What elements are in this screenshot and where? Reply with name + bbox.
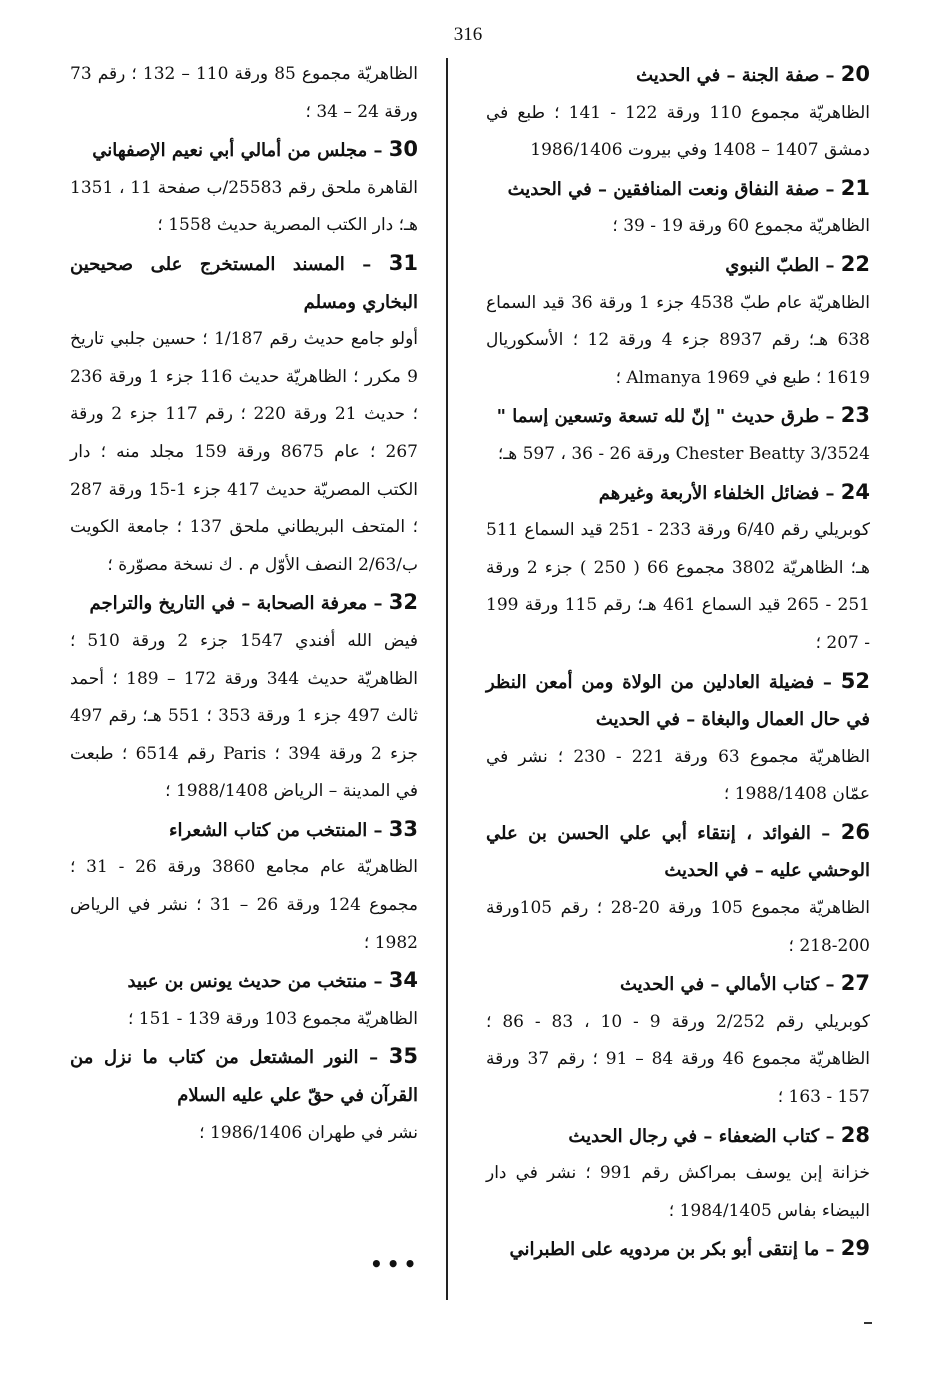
entry-body: الظاهريّة مجموع 60 ورقة 19 - 39 ؛ bbox=[612, 216, 870, 237]
catalog-entry bbox=[486, 663, 870, 814]
entry-number: 29 bbox=[840, 1236, 870, 1261]
entry-heading bbox=[486, 965, 870, 1004]
entry-body: نشر في طهران 1986/1406 ؛ bbox=[199, 1122, 418, 1143]
entry-body: كوبريلي رقم 2/252 ورقة 9 - 10 ، 83 - 86 ؛ الظاهريّة مجموع 46 ورقة 84 – 91 ؛ رقم 37 ورقة 157 - 163 ؛ bbox=[486, 1011, 871, 1108]
catalog-entry bbox=[70, 245, 418, 584]
entry-body: الظاهريّة عام طبّ 4538 جزء 1 ورقة 36 قيد السماع 638 هـ؛ رقم 8937 جزء 4 ورقة 12 ؛ الأسكوريال 1619 ؛ طبع في Almanya 1969 ؛ bbox=[486, 292, 870, 388]
entry-heading bbox=[70, 962, 418, 1001]
entry-body: القاهرة ملحق رقم 25583/ب صفحة 11 ، 1351 هـ؛ دار الكتب المصرية حديث 1558 ؛ bbox=[70, 177, 418, 236]
catalog-entry bbox=[70, 1038, 418, 1152]
entry-number: 33 bbox=[388, 816, 418, 841]
entry-heading bbox=[70, 131, 418, 170]
entry-title: – كتاب الضعفاء – في رجال الحديث bbox=[568, 1125, 841, 1147]
entry-body: الظاهريّة مجموع 110 ورقة 122 - 141 ؛ طبع في دمشق 1407 – 1408 وفي بيروت 1986/1406 bbox=[486, 102, 871, 161]
entry-heading bbox=[486, 1230, 870, 1269]
entry-number: 24 bbox=[840, 479, 870, 504]
entry-title: – فضائل الخلفاء الأربعة وغيرهم bbox=[598, 482, 841, 504]
entry-body: فيض الله أفندي 1547 جزء 2 ورقة 510 ؛ الظاهريّة حديث 344 ورقة 172 – 189 ؛ أحمد ثالث 497 جزء 1 ورقة 353 ؛ 551 هـ؛ رقم 497 جزء 2 ورقة 394 ؛ Paris رقم 6514 ؛ طبعت في المدينة – الرياض 1988/1408 ؛ bbox=[70, 630, 419, 802]
entry-body: أولو جامع حديث رقم 1/187 ؛ حسين جلبي تاريخ 9 مكرر ؛ الظاهريّة حديث 116 جزء 1 ورقة 236 ؛ حديث 21 ورقة 220 ؛ رقم 117 جزء 2 ورقة 267 ؛ عام 8675 ورقة 159 مجلد منه ؛ دار الكتب المصريّة حديث 417 جزء 1-15 ورقة 287 ؛ المتحف البريطاني ملحق 137 ؛ جامعة الكويت ب/2/63 النصف الأوّل م . ك نسخة مصوّرة ؛ bbox=[70, 329, 419, 575]
entry-title: – الفوائد ، إنتقاء أبي علي الحسن بن علي الوحشي عليه – في الحديث bbox=[486, 822, 870, 882]
catalog-entry bbox=[70, 962, 418, 1038]
catalog-entry bbox=[70, 811, 418, 962]
catalog-entry bbox=[486, 170, 870, 246]
entry-body: الظاهريّة عام مجامع 3860 ورقة 26 - 31 ؛ مجموع 124 ورقة 26 – 31 ؛ نشر في الرياض 1982 ؛ bbox=[70, 857, 419, 953]
entry-title: – طرق حديث " إنّ لله تسعة وتسعين إسما " bbox=[496, 406, 841, 428]
catalog-entry bbox=[486, 397, 870, 473]
end-marker: ••• bbox=[370, 1252, 421, 1276]
entry-body: Chester Beatty 3/3524 ورقة 26 - 36 ، 597 هـ؛ bbox=[497, 443, 870, 464]
entry-title: – ما إنتقى أبو بكر بن مردويه على الطبراني bbox=[509, 1239, 841, 1261]
entry-heading bbox=[486, 170, 870, 209]
catalog-entry bbox=[70, 131, 418, 245]
entry-heading bbox=[486, 56, 870, 95]
entry-body: خزانة إبن يوسف بمراكش رقم 991 ؛ نشر في دار البيضاء بفاس 1984/1405 ؛ bbox=[486, 1163, 870, 1221]
entry-body: الظاهريّة مجموع 105 ورقة 20-28 ؛ رقم 105ورقة 200-218 ؛ bbox=[486, 898, 871, 956]
entry-body: الظاهريّة مجموع 103 ورقة 139 - 151 ؛ bbox=[127, 1008, 418, 1029]
entry-heading bbox=[70, 811, 418, 850]
catalog-entry bbox=[486, 814, 870, 965]
entry-number: 28 bbox=[840, 1122, 870, 1147]
entry-title: – المنتخب من كتاب الشعراء bbox=[168, 819, 389, 841]
entry-title: – مجلس من أمالي أبي نعيم الإصفهاني bbox=[92, 140, 389, 162]
corner-dash bbox=[864, 1322, 872, 1324]
entry-body: كوبريلي رقم 6/40 ورقة 233 - 251 قيد السماع 511 هـ؛ الظاهريّة 3802 مجموع 66 ( 250 ) جزء 2 ورقة 251 - 265 قيد السماع 461 هـ؛ رقم 115 ورقة 199 - 207 ؛ bbox=[486, 520, 870, 653]
entry-heading bbox=[70, 584, 418, 623]
left-column bbox=[70, 56, 418, 1152]
entry-title: – النور المشتعل من كتاب ما نزل من القرآن في حقّ علي عليه السلام bbox=[70, 1047, 418, 1107]
entry-body: الظاهريّة مجموع 63 ورقة 221 - 230 ؛ نشر في عمّان 1988/1408 ؛ bbox=[486, 746, 870, 805]
entry-heading bbox=[486, 397, 870, 436]
entry-title: – معرفة الصحابة – في التاريخ والتراجم bbox=[89, 593, 389, 615]
entry-heading bbox=[70, 1038, 418, 1114]
entry-title: – صفة النفاق ونعت المنافقين – في الحديث bbox=[507, 178, 841, 200]
catalog-entry bbox=[486, 474, 870, 663]
catalog-entry bbox=[70, 584, 418, 811]
entry-number: 30 bbox=[388, 137, 418, 162]
entry-heading bbox=[486, 814, 870, 890]
page-number: 316 bbox=[453, 24, 483, 45]
entry-heading bbox=[486, 1117, 870, 1156]
catalog-entry bbox=[486, 965, 870, 1116]
entry-title: – منتخب من حديث يونس بن عبيد bbox=[127, 971, 389, 993]
right-column bbox=[486, 56, 870, 1269]
entry-heading bbox=[486, 663, 870, 739]
entry-number: 52 bbox=[840, 668, 870, 693]
entry-title: – المسند المستخرج على صحيحين البخاري ومسلم bbox=[70, 253, 418, 313]
entry-number: 21 bbox=[840, 175, 870, 200]
entry-number: 20 bbox=[840, 62, 870, 86]
entry-number: 23 bbox=[840, 403, 870, 428]
entry-title: – الطبّ النبوي bbox=[725, 254, 841, 276]
entry-number: 35 bbox=[388, 1044, 418, 1069]
entry-title: – فضيلة العادلين من الولاة ومن أمعن النظر في حال العمال والبغاة – في الحديث bbox=[486, 671, 870, 731]
entry-title: – كتاب الأمالي – في الحديث bbox=[620, 974, 841, 996]
entry-number: 32 bbox=[388, 590, 418, 615]
column-divider bbox=[446, 58, 448, 1300]
catalog-entry bbox=[486, 246, 870, 397]
entry-number: 22 bbox=[840, 251, 870, 276]
catalog-entry bbox=[486, 1117, 870, 1231]
entry-title: – صفة الجنة – في الحديث bbox=[636, 65, 841, 86]
entry-body: الظاهريّة مجموع 85 ورقة 110 – 132 ؛ رقم 73 ورقة 24 – 34 ؛ bbox=[70, 64, 418, 122]
catalog-entry bbox=[486, 1230, 870, 1269]
entry-heading bbox=[486, 246, 870, 285]
entry-number: 31 bbox=[388, 250, 418, 275]
entry-number: 27 bbox=[840, 971, 870, 996]
entry-number: 26 bbox=[840, 819, 870, 844]
catalog-entry bbox=[70, 56, 418, 131]
entry-number: 34 bbox=[388, 968, 418, 993]
entry-heading bbox=[70, 245, 418, 321]
catalog-entry bbox=[486, 56, 870, 170]
entry-heading bbox=[486, 474, 870, 513]
